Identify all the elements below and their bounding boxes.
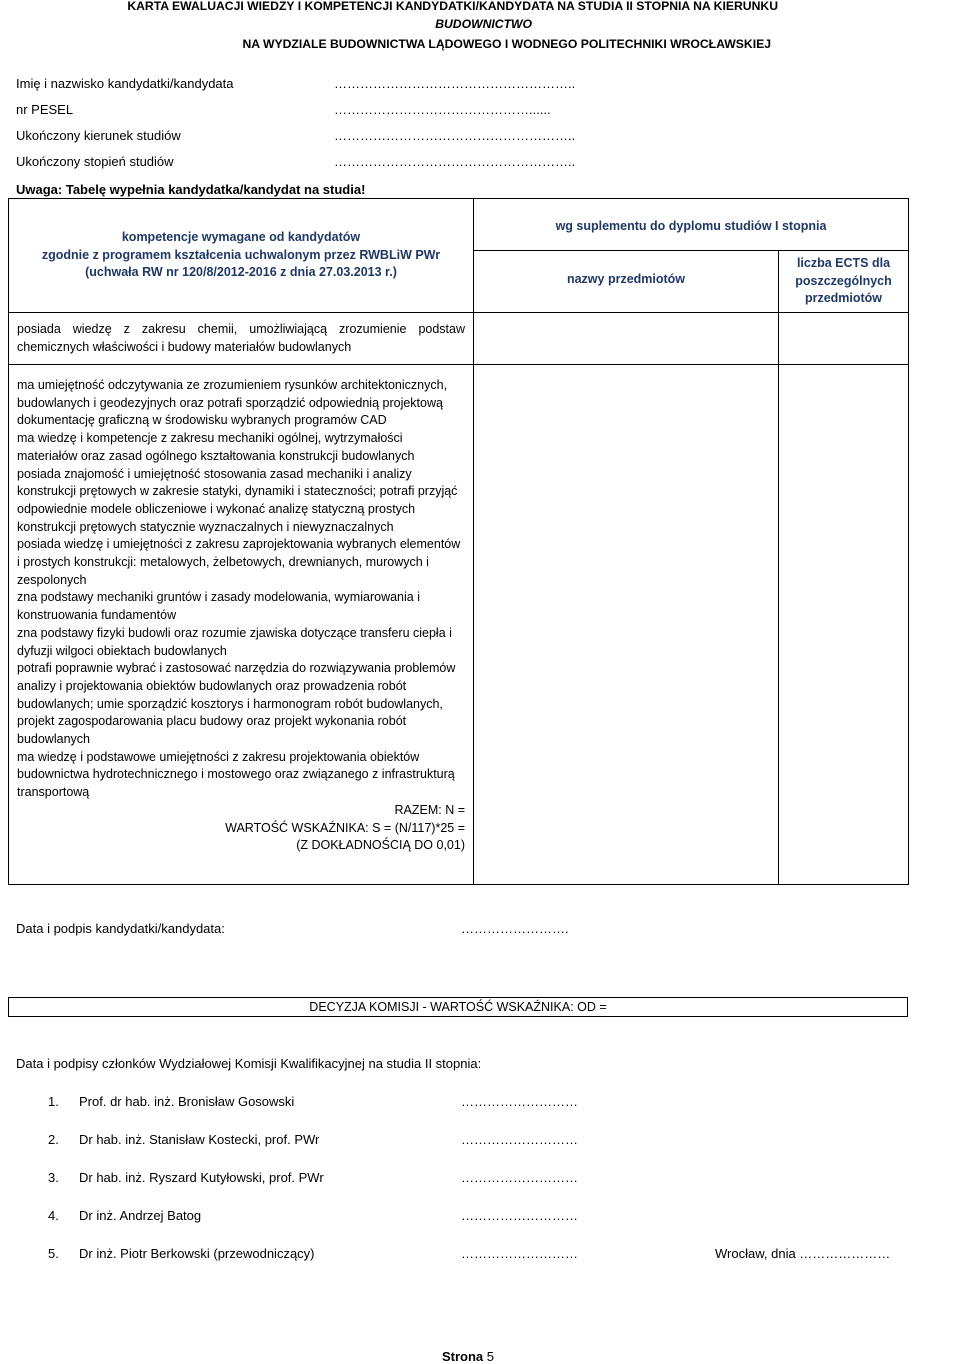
competency-cell-2	[9, 365, 474, 885]
subjects-input-2[interactable]	[474, 365, 779, 885]
place-date-field[interactable]: Wrocław, dnia …………………	[715, 1246, 891, 1261]
member-signature-field[interactable]: ………………………	[461, 1170, 578, 1185]
commission-decision-box	[8, 997, 908, 1017]
competency-item: posiada wiedzę z zakresu chemii, umożliwiającą zrozumienie podstaw chemicznych właściwości i budowy materiałów budowlanych	[17, 322, 465, 354]
summary-total: RAZEM: N =	[394, 802, 465, 817]
member-number: 4.	[48, 1208, 59, 1223]
member-signature-field[interactable]: ………………………	[461, 1132, 578, 1147]
header-competencies-line2: zgodnie z programem kształcenia uchwalonym przez RWBLiW PWr	[41, 247, 441, 262]
document-title-line1: KARTA EWALUACJI WIEDZY I KOMPETENCJI KANDYDATKI/KANDYDATA NA STUDIA II STOPNIA NA KIERUNKU	[127, 0, 778, 13]
field-field-of-study-label: Ukończony kierunek studiów	[16, 128, 181, 143]
page-number: 5	[486, 1349, 495, 1364]
field-field-of-study-input[interactable]: ………………………………………………..	[334, 128, 576, 143]
subjects-input-1[interactable]	[474, 313, 779, 365]
member-number: 2.	[48, 1132, 59, 1147]
header-subjects: nazwy przedmiotów	[566, 272, 686, 286]
header-ects: liczba ECTS dla poszczególnych przedmiotów	[795, 256, 892, 306]
competency-cell-1	[9, 313, 474, 365]
header-supplement: wg suplementu do dyplomu studiów I stopnia	[555, 219, 827, 233]
member-signature-field[interactable]: ………………………	[461, 1246, 578, 1261]
page-label: Strona	[441, 1349, 484, 1364]
member-signature-field[interactable]: ………………………	[461, 1094, 578, 1109]
competency-item: zna podstawy fizyki budowli oraz rozumie zjawiska dotyczące transferu ciepła i dyfuzji wilgoci obiektach budowlanych	[17, 625, 452, 658]
competency-item: ma umiejętność odczytywania ze zrozumieniem rysunków architektonicznych, budowlanych i geodezyjnych oraz potrafi sporządzić odpowiednią projektową dokumentację graficzną w środowisku wybranych programów CAD	[17, 378, 448, 428]
competency-item: potrafi poprawnie wybrać i zastosować narzędzia do rozwiązywania problemów analizy i projektowania obiektów budowlanych oraz prowadzenia robót budowlanych; umie sporządzić kosztorys i harmonogram robót budowlanych, projekt zagospodarowania placu budowy oraz projekt wykonania robót budowlanych	[17, 661, 456, 747]
header-supplement-cell	[474, 199, 909, 251]
field-degree-label: Ukończony stopień studiów	[16, 154, 174, 169]
candidate-signature-field[interactable]: …………………….	[461, 921, 569, 936]
commission-decision: DECYZJA KOMISJI - WARTOŚĆ WSKAŹNIKA: OD =	[309, 1000, 607, 1014]
summary-indicator: WARTOŚĆ WSKAŹNIKA: S = (N/117)*25 =	[225, 820, 465, 835]
member-name: Dr inż. Piotr Berkowski (przewodniczący)	[79, 1246, 315, 1261]
summary-precision: (Z DOKŁADNOŚCIĄ DO 0,01)	[296, 838, 465, 853]
field-name-input[interactable]: ………………………………………………..	[334, 76, 576, 91]
document-title-line3: NA WYDZIALE BUDOWNICTWA LĄDOWEGO I WODNEGO POLITECHNIKI WROCŁAWSKIEJ	[242, 37, 771, 51]
document-title-line2: BUDOWNICTWO	[435, 17, 532, 31]
field-pesel-input[interactable]: ………………………………………......	[334, 102, 551, 117]
header-competencies-cell	[9, 199, 474, 313]
member-number: 3.	[48, 1170, 59, 1185]
member-number: 5.	[48, 1246, 59, 1261]
header-ects-cell	[779, 251, 909, 313]
ects-input-1[interactable]	[779, 313, 909, 365]
member-name: Dr inż. Andrzej Batog	[79, 1208, 202, 1223]
competency-item: posiada znajomość i umiejętność stosowania zasad mechaniki i analizy konstrukcji prętowych w zakresie statyki, dynamiki i stateczności; potrafi przyjąć odpowiednie modele obliczeniowe i wykonać analizę statyczną prostych konstrukcji prętowych statycznie wyznaczalnych i niewyznaczalnych	[17, 466, 458, 534]
header-subjects-cell	[474, 251, 779, 313]
member-name: Dr hab. inż. Ryszard Kutyłowski, prof. PWr	[79, 1170, 324, 1185]
competency-item: posiada wiedzę i umiejętności z zakresu zaprojektowania wybranych elementów i prostych konstrukcji: metalowych, żelbetowych, drewnianych, murowych i zespolonych	[17, 537, 461, 587]
ects-input-2[interactable]	[779, 365, 909, 885]
field-name-label: Imię i nazwisko kandydatki/kandydata	[16, 76, 234, 91]
page-footer	[0, 1349, 936, 1364]
header-competencies-line3: (uchwała RW nr 120/8/2012-2016 z dnia 27.03.2013 r.)	[85, 265, 397, 280]
field-pesel-label: nr PESEL	[16, 102, 74, 117]
member-signature-field[interactable]: ………………………	[461, 1208, 578, 1223]
commission-heading: Data i podpisy członków Wydziałowej Komisji Kwalifikacyjnej na studia II stopnia:	[16, 1056, 482, 1071]
competency-item: ma wiedzę i kompetencje z zakresu mechaniki ogólnej, wytrzymałości materiałów oraz zasad ogólnego kształtowania konstrukcji budowlanych	[17, 431, 415, 463]
member-number: 1.	[48, 1094, 59, 1109]
competency-item: zna podstawy mechaniki gruntów i zasady modelowania, wymiarowania i konstruowania fundamentów	[17, 590, 420, 623]
competency-item: ma wiedzę i podstawowe umiejętności z zakresu projektowania obiektów budownictwa hydrotechnicznego i mostowego oraz związanego z infrastrukturą transportową	[17, 749, 455, 800]
member-name: Dr hab. inż. Stanisław Kostecki, prof. PWr	[79, 1132, 320, 1147]
candidate-signature-label: Data i podpis kandydatki/kandydata:	[16, 921, 225, 936]
member-name: Prof. dr hab. inż. Bronisław Gosowski	[79, 1094, 295, 1109]
field-degree-input[interactable]: ………………………………………………..	[334, 154, 576, 169]
evaluation-table	[8, 198, 909, 885]
fill-in-warning: Uwaga: Tabelę wypełnia kandydatka/kandydat na studia!	[16, 182, 366, 197]
header-competencies-line1: kompetencje wymagane od kandydatów	[121, 230, 361, 244]
